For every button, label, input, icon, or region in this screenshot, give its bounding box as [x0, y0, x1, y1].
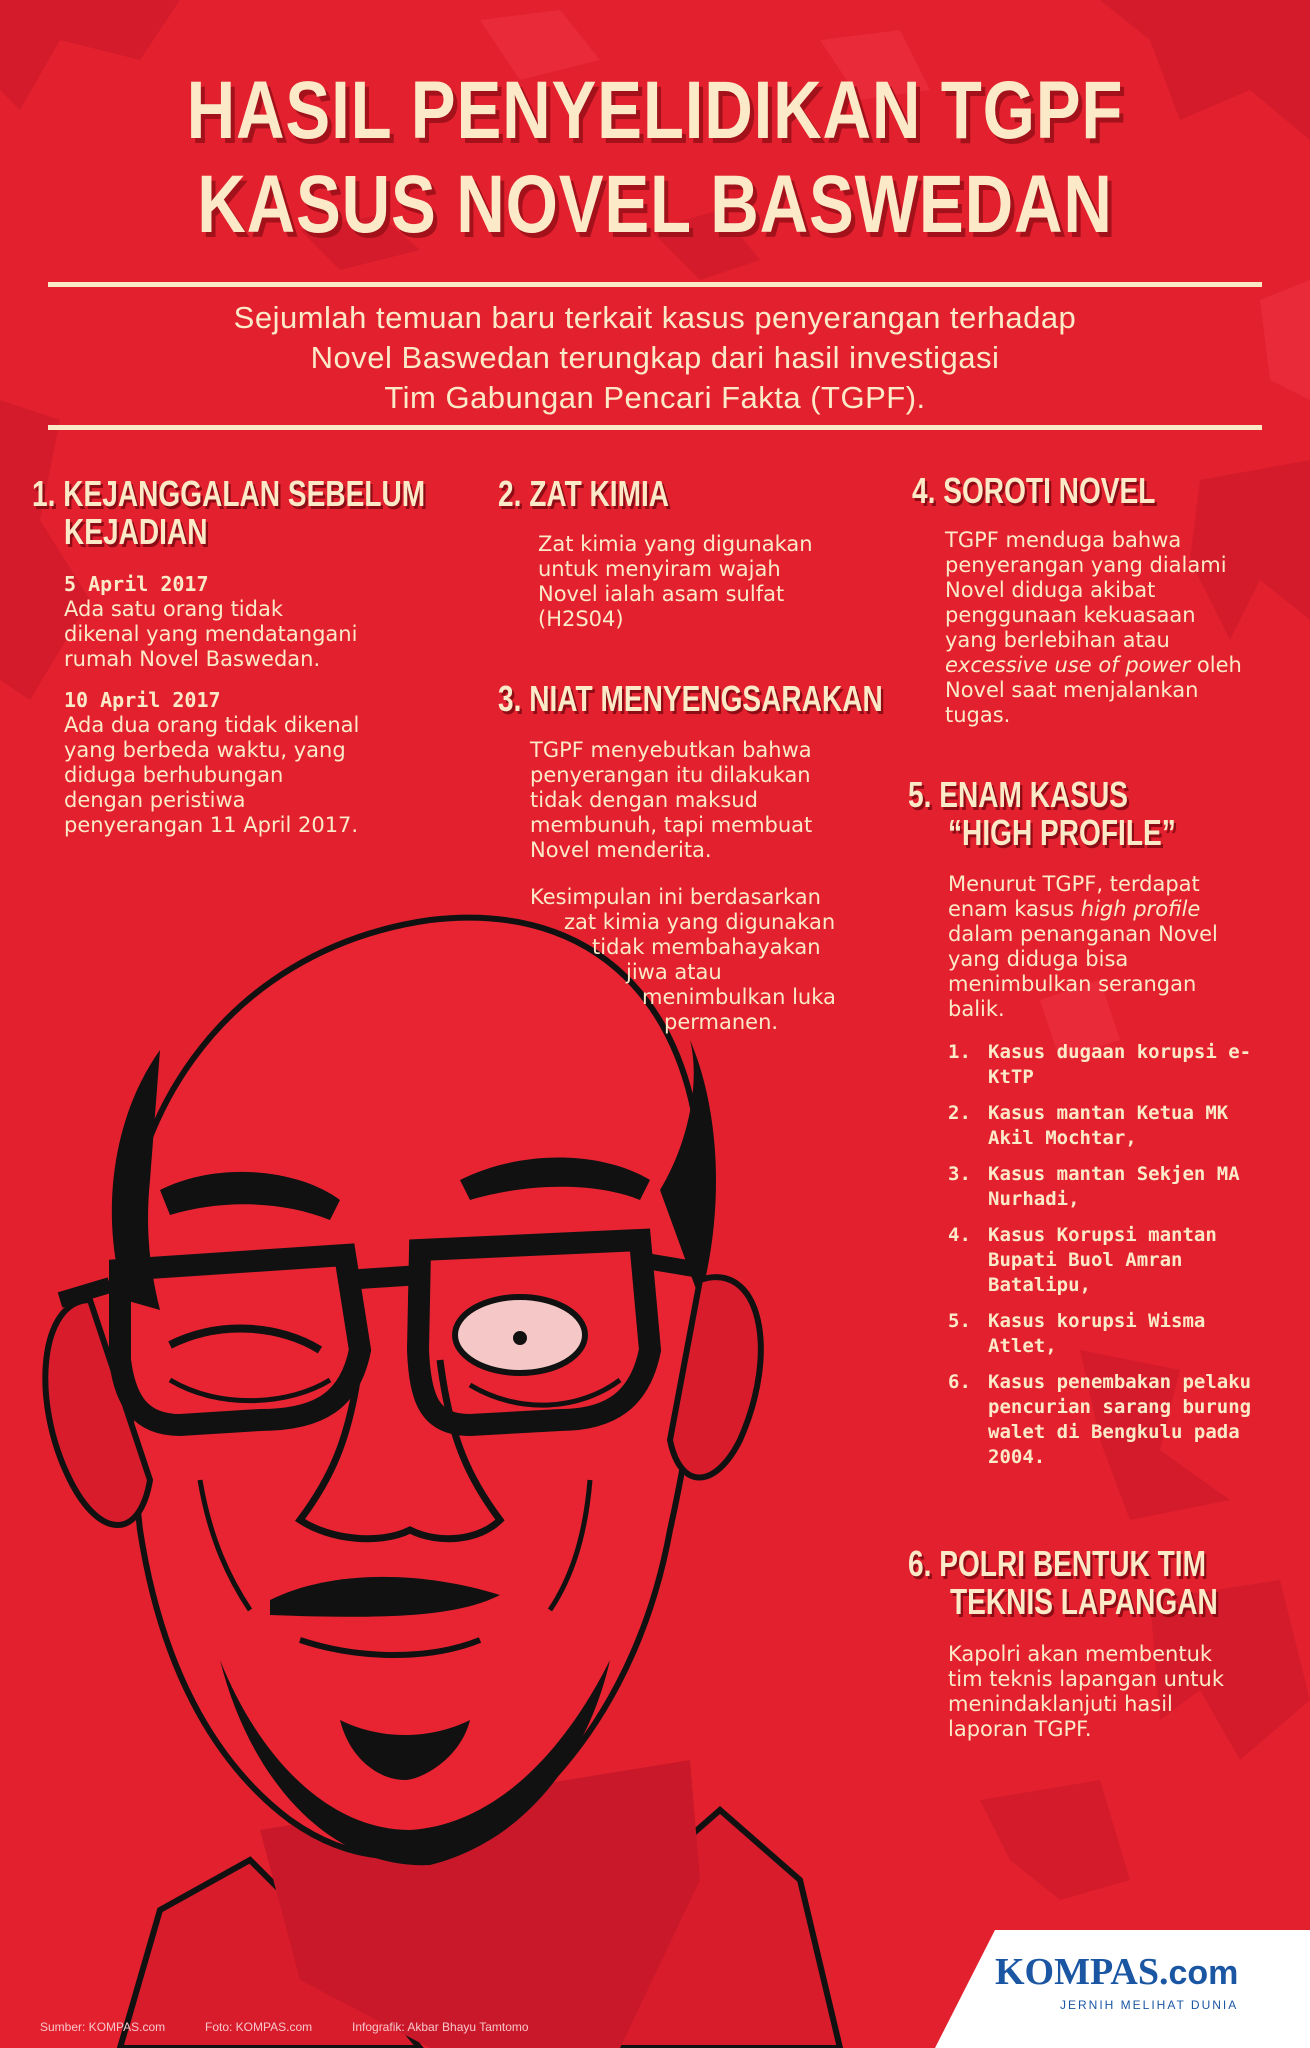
- section4-text-line: penggunaan kekuasaan: [945, 603, 1196, 627]
- case-text: Kasus dugaan korupsi e-KtTP: [988, 1041, 1252, 1088]
- section3-text1: [530, 738, 812, 863]
- case-text: Kasus korupsi Wisma Atlet,: [988, 1310, 1206, 1357]
- section3-text2-line: jiwa atau: [626, 960, 722, 984]
- logo-suffix: com: [1168, 1954, 1239, 1992]
- portrait-illustration: [0, 880, 1000, 2048]
- section5-intro-line: yang diduga bisa: [948, 947, 1129, 971]
- section5-intro-line: Menurut TGPF, terdapat: [948, 872, 1200, 896]
- section2-text-line: Zat kimia yang digunakan: [538, 532, 813, 556]
- logo-tagline: JERNIH MELIHAT DUNIA: [1060, 1998, 1239, 2012]
- case-number: 5.: [948, 1310, 971, 1332]
- section3-text2-line: Kesimpulan ini berdasarkan: [530, 885, 821, 909]
- divider-top: [48, 282, 1262, 287]
- section1-heading-line2: KEJADIAN: [64, 511, 208, 552]
- subtitle-line3: Tim Gabungan Pencari Fakta (TGPF).: [384, 380, 926, 415]
- case-list-item: [948, 1162, 1268, 1212]
- section4-text-line: yang berlebihan atau: [945, 628, 1170, 652]
- case-number: 6.: [948, 1371, 971, 1393]
- section4-text-line: tugas.: [945, 703, 1011, 727]
- section5-heading-line1: 5. ENAM KASUS: [908, 774, 1128, 815]
- section6-text-line: tim teknis lapangan untuk: [948, 1667, 1224, 1691]
- case-list-item: [948, 1040, 1268, 1090]
- section4-heading: 4. SOROTI NOVEL: [912, 470, 1156, 511]
- case-text: Kasus mantan Sekjen MA Nurhadi,: [988, 1163, 1240, 1210]
- case-text: Kasus Korupsi mantan Bupati Buol Amran Batalipu,: [988, 1224, 1217, 1296]
- kompas-logo: [935, 1930, 1310, 2048]
- section4-text-italic-line: [945, 653, 1242, 678]
- section1-text2: [64, 713, 359, 838]
- section4-text: [945, 528, 1242, 728]
- subtitle-line1: Sejumlah temuan baru terkait kasus penyerangan terhadap: [233, 300, 1077, 335]
- case-text: Kasus penembakan pelaku pencurian sarang burung walet di Bengkulu pada 2004.: [988, 1371, 1252, 1468]
- section6-text-line: laporan TGPF.: [948, 1717, 1092, 1741]
- case-text: Kasus mantan Ketua MK Akil Mochtar,: [988, 1102, 1229, 1149]
- section3-text1-line: penyerangan itu dilakukan: [530, 763, 811, 787]
- section3-text2-line: tidak membahayakan: [592, 935, 821, 959]
- section4-text-line: Novel diduga akibat: [945, 578, 1156, 602]
- logo-name: KOMPAS: [995, 1951, 1159, 1993]
- section5-intro-prefix: enam kasus: [948, 897, 1081, 921]
- section1-date1: 5 April 2017: [64, 572, 209, 596]
- section1-date2: 10 April 2017: [64, 688, 221, 712]
- case-list-item: [948, 1370, 1268, 1470]
- case-number: 1.: [948, 1041, 971, 1063]
- section4-text-line: TGPF menduga bahwa: [945, 528, 1182, 552]
- section5-intro-italic: high profile: [1080, 897, 1201, 921]
- section1-text1-line: Ada satu orang tidak: [64, 597, 283, 621]
- section4-italic: excessive use of power: [945, 653, 1191, 677]
- section4-italic-suffix: oleh: [1190, 653, 1242, 677]
- case-number: 3.: [948, 1163, 971, 1185]
- section1-text2-line: Ada dua orang tidak dikenal: [64, 713, 360, 737]
- subtitle-line2: Novel Baswedan terungkap dari hasil investigasi: [310, 340, 1000, 375]
- section1-text1-line: dikenal yang mendatangani: [64, 622, 358, 646]
- section1-text2-line: dengan peristiwa: [64, 788, 246, 812]
- section5-intro-line: menimbulkan serangan: [948, 972, 1197, 996]
- section3-heading: 3. NIAT MENYENGSARAKAN: [498, 678, 883, 719]
- footer-infographic: Infografik: Akbar Bhayu Tamtomo: [352, 2020, 529, 2034]
- footer-source: Sumber: KOMPAS.com: [40, 2020, 166, 2034]
- subtitle: [0, 298, 1310, 418]
- section1-text2-line: yang berbeda waktu, yang: [64, 738, 346, 762]
- logo-wordmark: [995, 1950, 1238, 1994]
- section5-intro-line: dalam penanganan Novel: [948, 922, 1218, 946]
- case-list-item: [948, 1309, 1268, 1359]
- section5-intro-line2: [948, 897, 1218, 922]
- section1-text2-line: penyerangan 11 April 2017.: [64, 813, 359, 837]
- section3-text2-line: menimbulkan luka: [642, 985, 836, 1009]
- section2-heading: 2. ZAT KIMIA: [498, 473, 670, 514]
- section5-intro: [948, 872, 1218, 1022]
- section1-text2-line: diduga berhubungan: [64, 763, 284, 787]
- case-list-item: [948, 1223, 1268, 1298]
- section6-text-line: menindaklanjuti hasil: [948, 1692, 1173, 1716]
- section3-text1-line: TGPF menyebutkan bahwa: [530, 738, 812, 762]
- section3-text1-line: tidak dengan maksud: [530, 788, 758, 812]
- section4-text-line: Novel saat menjalankan: [945, 678, 1199, 702]
- section6-text: [948, 1642, 1224, 1742]
- section2-text: [538, 532, 813, 632]
- case-number: 4.: [948, 1224, 971, 1246]
- section3-text1-line: membunuh, tapi membuat: [530, 813, 813, 837]
- section1-heading-line1: 1. KEJANGGALAN SEBELUM: [32, 473, 426, 514]
- section3-text2-line: permanen.: [664, 1010, 779, 1034]
- high-profile-case-list: [948, 1040, 1268, 1481]
- section1-text1: [64, 597, 357, 672]
- case-list-item: [948, 1101, 1268, 1151]
- section5-intro-line: balik.: [948, 997, 1005, 1021]
- section6-text-line: Kapolri akan membentuk: [948, 1642, 1213, 1666]
- section6-heading-line2: TEKNIS LAPANGAN: [950, 1581, 1218, 1622]
- section5-heading-line2: “HIGH PROFILE”: [948, 812, 1176, 853]
- section2-text-line: untuk menyiram wajah: [538, 557, 781, 581]
- section1-text1-line: rumah Novel Baswedan.: [64, 647, 321, 671]
- section4-text-line: penyerangan yang dialami: [945, 553, 1227, 577]
- section2-text-line: Novel ialah asam sulfat: [538, 582, 785, 606]
- footer-photo: Foto: KOMPAS.com: [205, 2020, 313, 2034]
- section3-text2-line: zat kimia yang digunakan: [564, 910, 836, 934]
- case-number: 2.: [948, 1102, 971, 1124]
- logo-dot: .: [1158, 1951, 1169, 1993]
- page-title-line2: KASUS NOVEL BASWEDAN: [197, 159, 1113, 250]
- section6-heading-line1: 6. POLRI BENTUK TIM: [908, 1543, 1206, 1584]
- divider-bottom: [48, 425, 1262, 430]
- page-title-line1: HASIL PENYELIDIKAN TGPF: [186, 65, 1124, 156]
- section3-text2: [530, 885, 836, 1035]
- section2-text-line: (H2S04): [538, 607, 624, 631]
- section3-text1-line: Novel menderita.: [530, 838, 712, 862]
